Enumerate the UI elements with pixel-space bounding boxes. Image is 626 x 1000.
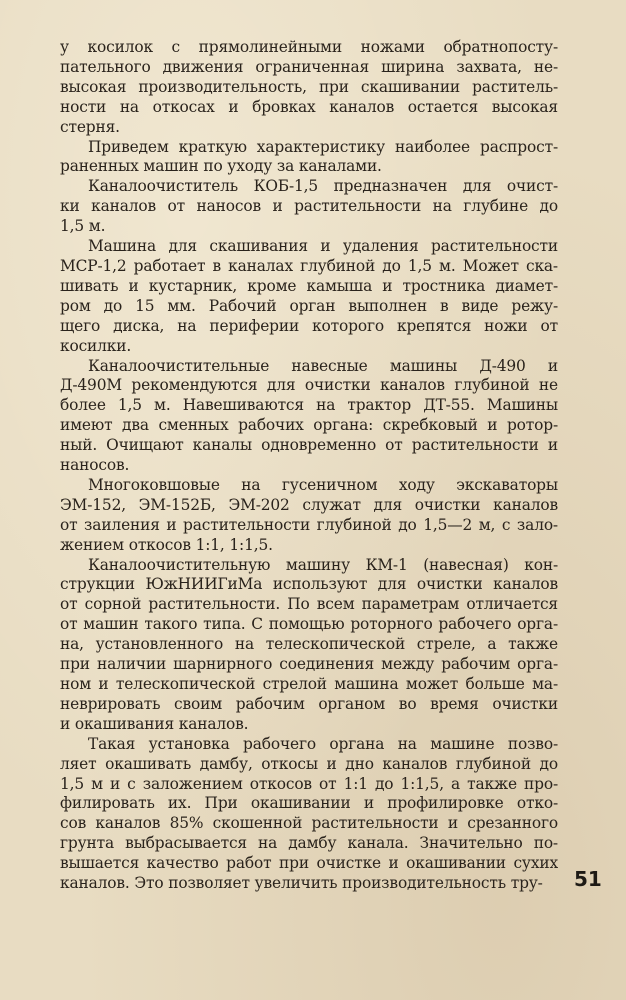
text-line: неврировать своим рабочим органом во время очистки xyxy=(60,694,558,713)
paragraph xyxy=(60,237,558,356)
text-line: от сорной растительности. По всем параметрам отличается xyxy=(60,595,558,614)
text-line: филировать их. При окашивании и профилировке отко- xyxy=(60,794,558,813)
paragraph xyxy=(60,177,558,237)
text-line: ром до 15 мм. Рабочий орган выполнен в виде режу- xyxy=(60,296,558,315)
paragraph xyxy=(60,476,558,556)
text-line: имеют два сменных рабочих органа: скребковый и ротор- xyxy=(60,416,558,435)
text-line: вышается качество работ при очистке и окашивании сухих xyxy=(60,854,558,873)
text-line: на, установленного на телескопической стреле, а также xyxy=(60,635,558,654)
text-line: ляет окашивать дамбу, откосы и дно каналов глубиной до xyxy=(60,754,558,773)
text-line: стерня. xyxy=(60,117,120,136)
page-number: 51 xyxy=(574,867,602,891)
text-line: сов каналов 85% скошенной растительности и срезанного xyxy=(60,814,558,833)
text-line: при наличии шарнирного соединения между рабочим орга- xyxy=(60,655,558,674)
text-line: ном и телескопической стрелой машина может больше ма- xyxy=(60,675,558,693)
text-line: шивать и кустарник, кроме камыша и тростника диамет- xyxy=(60,276,558,295)
paragraph xyxy=(60,357,558,476)
text-line: ки каналов от наносов и растительности на глубине до xyxy=(60,197,558,216)
text-line: Каналоочистительные навесные машины Д-490 и xyxy=(88,356,558,375)
text-line: ЭМ-152, ЭМ-152Б, ЭМ-202 служат для очистки каналов xyxy=(60,495,558,514)
paragraph xyxy=(60,735,558,894)
text-line: грунта выбрасывается на дамбу канала. Значительно по- xyxy=(60,834,558,853)
text-line: косилки. xyxy=(60,336,132,355)
paragraph xyxy=(60,138,558,178)
text-line: пательного движения ограниченная ширина захвата, не- xyxy=(60,57,558,76)
text-line: Машина для скашивания и удаления растительности xyxy=(88,237,558,256)
text-line: 1,5 м. xyxy=(60,217,106,236)
text-line: Каналоочистительную машину КМ-1 (навесная) кон- xyxy=(88,555,558,574)
text-line: Многоковшовые на гусеничном ходу экскаваторы xyxy=(88,475,558,494)
text-line: у косилок с прямолинейными ножами обратнопосту- xyxy=(60,38,558,56)
body-text xyxy=(60,38,558,894)
text-line: высокая производительность, при скашивании раститель- xyxy=(60,77,558,96)
text-line: Приведем краткую характеристику наиболее распрост- xyxy=(88,137,558,156)
text-line: раненных машин по уходу за каналами. xyxy=(60,157,382,176)
text-line: ности на откосах и бровках каналов остается высокая xyxy=(60,97,558,116)
text-line: наносов. xyxy=(60,456,130,475)
text-line: ный. Очищают каналы одновременно от растительности и xyxy=(60,436,558,455)
text-line: от машин такого типа. С помощью роторного рабочего орга- xyxy=(60,615,558,634)
text-line: более 1,5 м. Навешиваются на трактор ДТ-55. Машины xyxy=(60,396,558,415)
text-line: жением откосов 1:1, 1:1,5. xyxy=(60,535,273,554)
text-line: от заиления и растительности глубиной до 1,5—2 м, с зало- xyxy=(60,515,558,534)
paragraph xyxy=(60,556,558,735)
paragraph xyxy=(60,38,558,138)
text-line: щего диска, на периферии которого крепятся ножи от xyxy=(60,316,558,335)
text-line: Такая установка рабочего органа на машине позво- xyxy=(88,734,558,753)
text-line: каналов. Это позволяет увеличить производительность тру- xyxy=(60,874,543,893)
text-line: Д-490М рекомендуются для очистки каналов глубиной не xyxy=(60,376,558,395)
text-line: струкции ЮжНИИГиМа используют для очистки каналов xyxy=(60,575,558,594)
text-line: МСР-1,2 работает в каналах глубиной до 1,5 м. Может ска- xyxy=(60,256,558,275)
text-line: Каналоочиститель КОБ-1,5 предназначен для очист- xyxy=(88,177,558,196)
text-line: и окашивания каналов. xyxy=(60,714,249,733)
text-line: 1,5 м и с заложением откосов от 1:1 до 1:1,5, а также про- xyxy=(60,774,558,793)
